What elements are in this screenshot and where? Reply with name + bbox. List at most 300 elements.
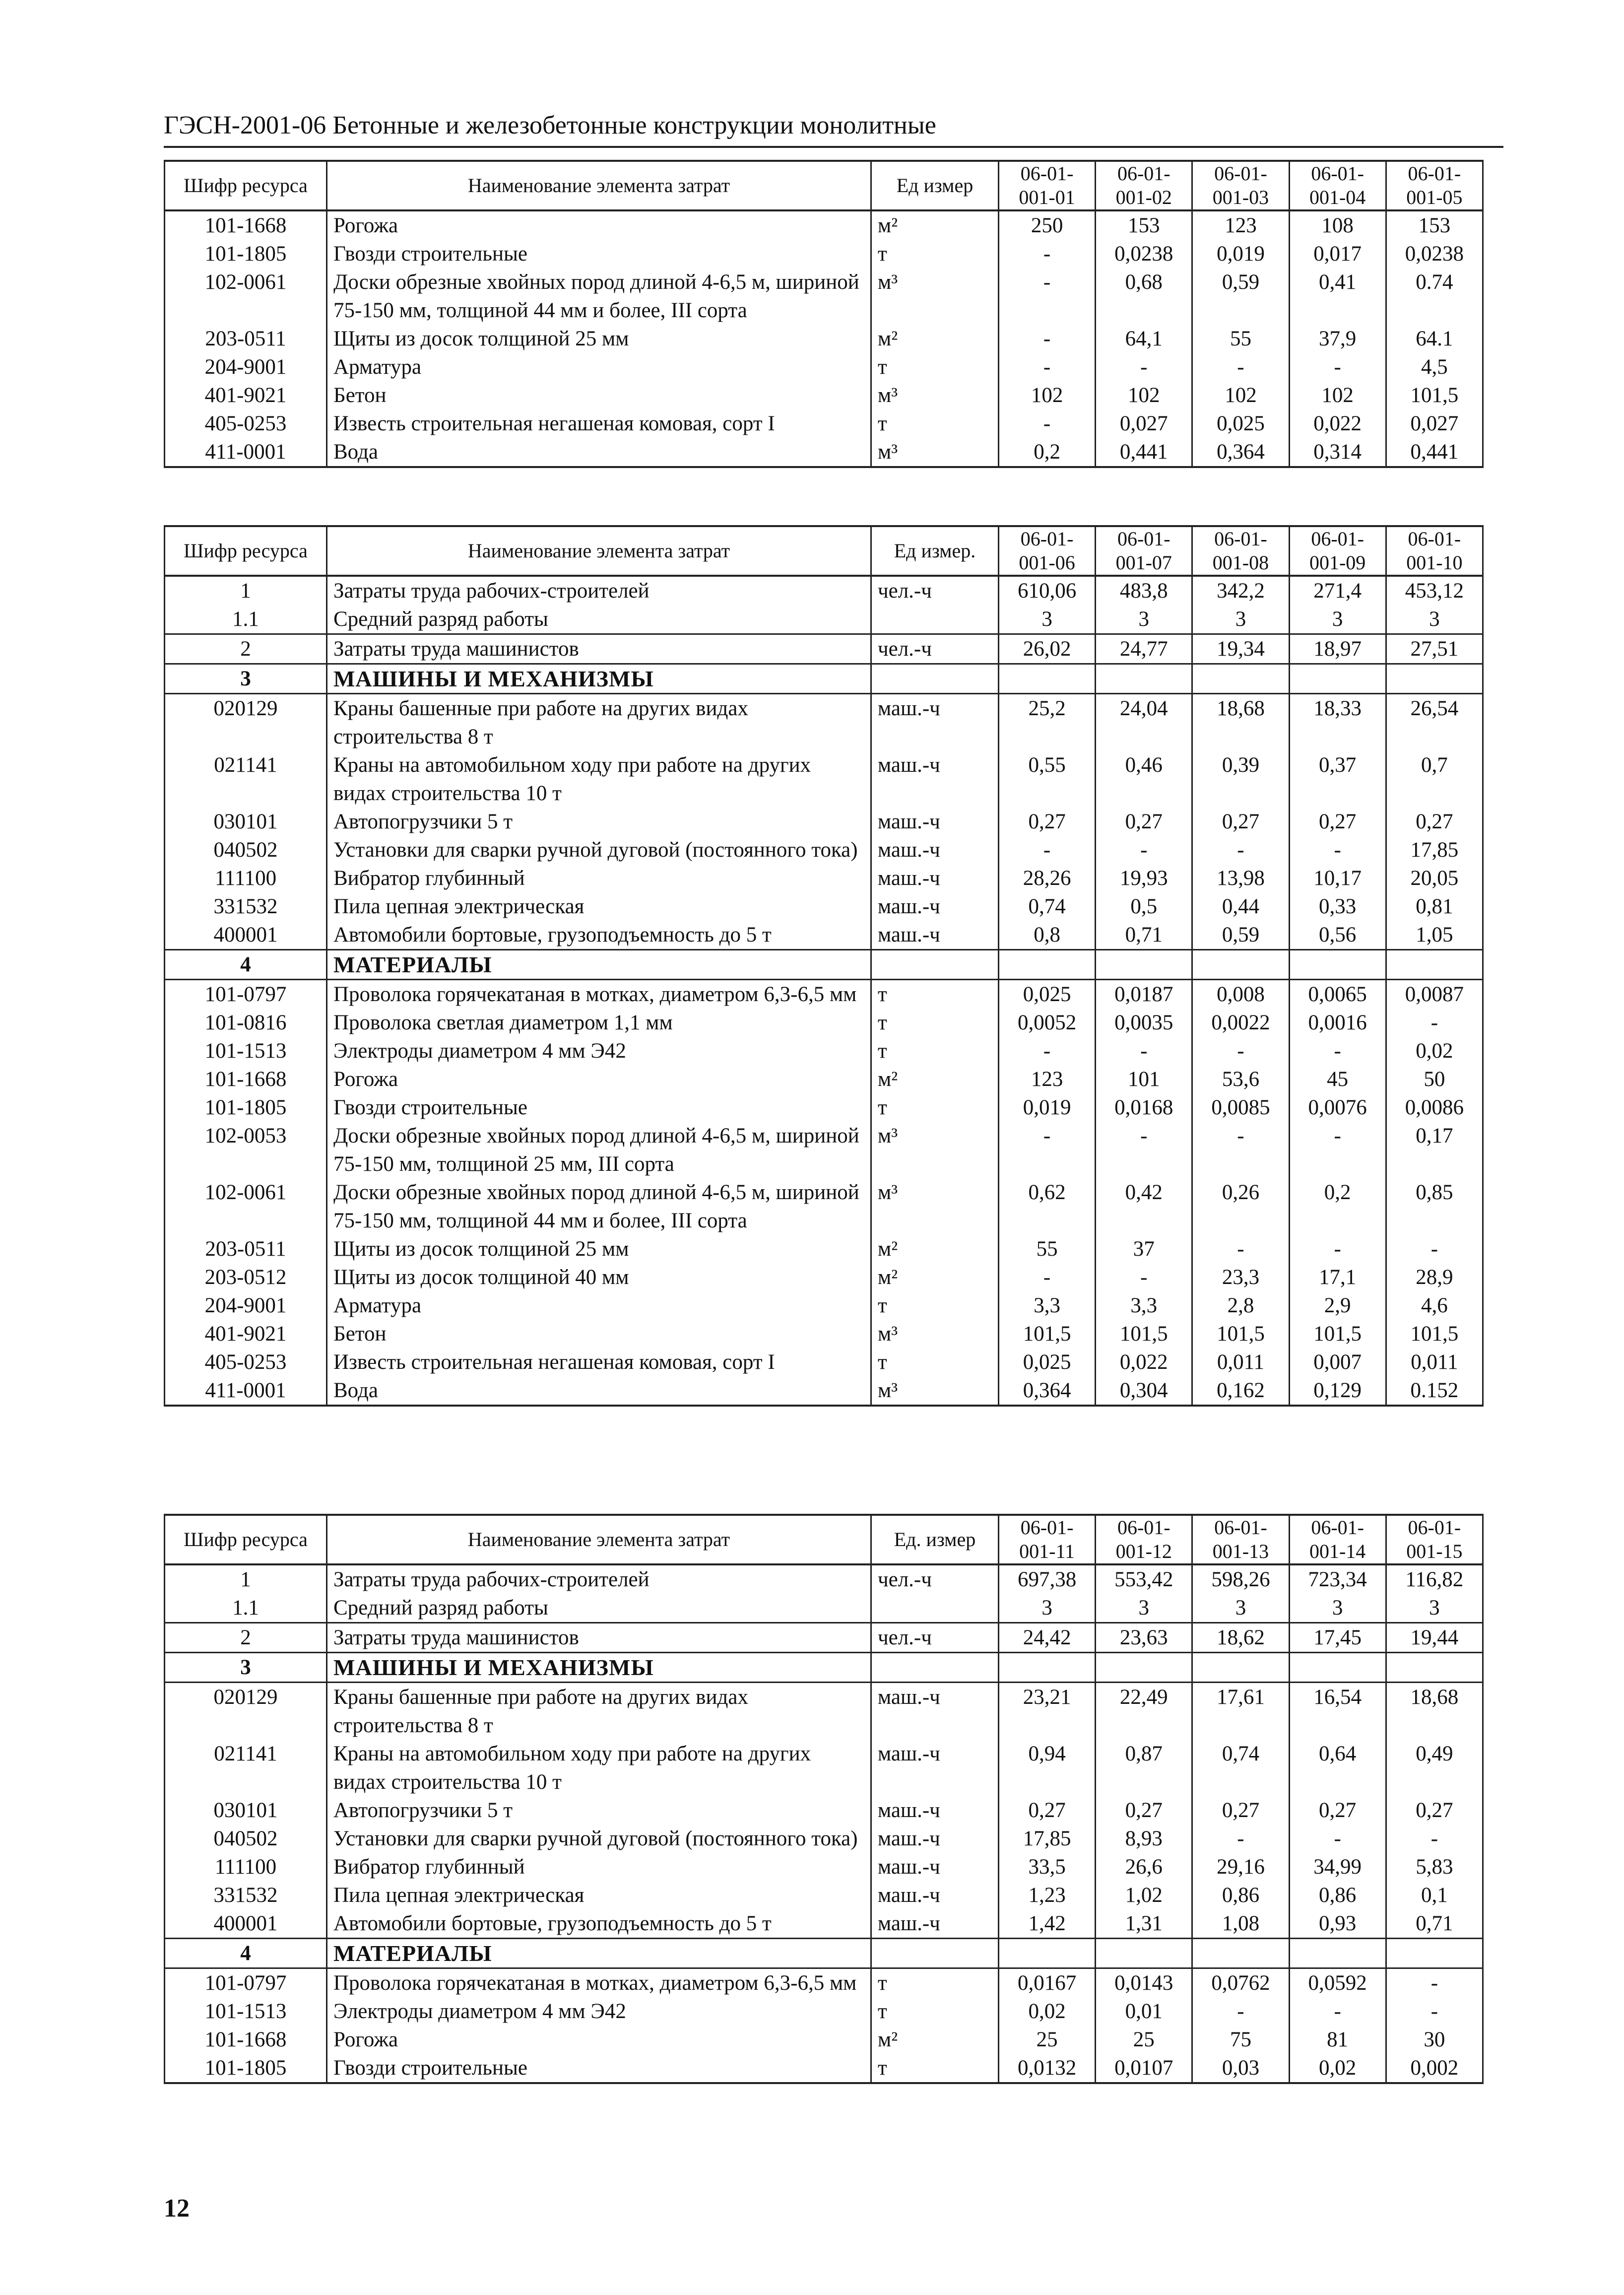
table-row [165, 694, 1483, 751]
resource-code: 030101 [165, 808, 327, 836]
resource-code: 401-9021 [165, 381, 327, 409]
value-cell [1386, 1653, 1483, 1683]
value-cell: 25,2 [999, 694, 1096, 751]
table-header-row [165, 526, 1483, 576]
value-cell: 20,05 [1386, 864, 1483, 892]
unit-cell [871, 605, 999, 634]
resource-name: Автомобили бортовые, грузоподъемность до 5 т [327, 921, 871, 950]
header-code: Шифр ресурса [165, 526, 327, 576]
value-cell: 19,44 [1386, 1623, 1483, 1653]
section-row [165, 664, 1483, 694]
table-row [165, 2025, 1483, 2054]
table-row [165, 1740, 1483, 1796]
value-cell: 0,27 [1289, 1796, 1386, 1824]
header-norm-code: 06-01-001-02 [1096, 161, 1192, 210]
resource-name: Известь строительная негашеная комовая, сорт I [327, 1348, 871, 1376]
table-row [165, 353, 1483, 381]
value-cell: 2,9 [1289, 1291, 1386, 1320]
value-cell: - [1289, 1824, 1386, 1853]
value-cell: 1,23 [999, 1881, 1096, 1909]
value-cell: 101,5 [999, 1320, 1096, 1348]
unit-cell: м³ [871, 268, 999, 325]
value-cell: 0,027 [1096, 409, 1192, 438]
resource-code: 3 [165, 664, 327, 694]
unit-cell: т [871, 1009, 999, 1037]
value-cell: 0,0076 [1289, 1093, 1386, 1122]
value-cell: 0,011 [1386, 1348, 1483, 1376]
value-cell: - [1289, 836, 1386, 864]
header-unit: Ед. измер [871, 1515, 999, 1564]
value-cell: 0,0592 [1289, 1968, 1386, 1998]
resource-code: 4 [165, 1939, 327, 1968]
resource-name: Затраты труда рабочих-строителей [327, 576, 871, 605]
value-cell: 34,99 [1289, 1853, 1386, 1881]
unit-cell: т [871, 1291, 999, 1320]
value-cell: 0,86 [1192, 1881, 1289, 1909]
resource-code: 411-0001 [165, 438, 327, 467]
value-cell: - [1192, 1824, 1289, 1853]
value-cell: 0,007 [1289, 1348, 1386, 1376]
value-cell: 0,0132 [999, 2054, 1096, 2083]
value-cell: 0,71 [1096, 921, 1192, 950]
table-row [165, 1796, 1483, 1824]
value-cell: 0,49 [1386, 1740, 1483, 1796]
resource-name: Проволока горячекатаная в мотках, диаметром 6,3-6,5 мм [327, 1968, 871, 1998]
value-cell: 0.152 [1386, 1376, 1483, 1406]
value-cell: 19,34 [1192, 634, 1289, 664]
value-cell: 5,83 [1386, 1853, 1483, 1881]
value-cell: 101,5 [1289, 1320, 1386, 1348]
resource-name: Известь строительная негашеная комовая, сорт I [327, 409, 871, 438]
value-cell: 3,3 [1096, 1291, 1192, 1320]
value-cell: 0,56 [1289, 921, 1386, 950]
unit-cell [871, 950, 999, 980]
table-row [165, 1881, 1483, 1909]
unit-cell: маш.-ч [871, 751, 999, 808]
value-cell [1192, 1939, 1289, 1968]
table-header-row [165, 1515, 1483, 1564]
value-cell: 0,03 [1192, 2054, 1289, 2083]
value-cell: 0,364 [999, 1376, 1096, 1406]
header-norm-code: 06-01-001-12 [1096, 1515, 1192, 1564]
value-cell: 0,42 [1096, 1178, 1192, 1235]
value-cell: 1,42 [999, 1909, 1096, 1939]
value-cell: - [1096, 836, 1192, 864]
value-cell: 3 [1096, 605, 1192, 634]
value-cell: - [999, 325, 1096, 353]
value-cell: 17,85 [1386, 836, 1483, 864]
value-cell: 0,2 [999, 438, 1096, 467]
unit-cell: маш.-ч [871, 1740, 999, 1796]
resource-code: 040502 [165, 836, 327, 864]
value-cell: - [1289, 1997, 1386, 2025]
unit-cell: маш.-ч [871, 921, 999, 950]
resource-table-3 [164, 1514, 1484, 2084]
unit-cell: т [871, 409, 999, 438]
value-cell: 101 [1096, 1065, 1192, 1093]
value-cell: 50 [1386, 1065, 1483, 1093]
table-row [165, 1291, 1483, 1320]
header-name: Наименование элемента затрат [327, 161, 871, 210]
value-cell: 0,27 [1386, 808, 1483, 836]
resource-name: Доски обрезные хвойных пород длиной 4-6,5 м, шириной 75-150 мм, толщиной 44 мм и более, III сорта [327, 1178, 871, 1235]
resource-name: МАТЕРИАЛЫ [327, 950, 871, 980]
resource-name: Вода [327, 438, 871, 467]
value-cell: 0,0086 [1386, 1093, 1483, 1122]
unit-cell: маш.-ч [871, 1853, 999, 1881]
value-cell: 0,025 [999, 980, 1096, 1009]
value-cell: 0,025 [999, 1348, 1096, 1376]
value-cell: - [1096, 353, 1192, 381]
unit-cell: м³ [871, 381, 999, 409]
resource-name: Гвозди строительные [327, 240, 871, 268]
value-cell: - [1096, 1263, 1192, 1291]
table-row [165, 2054, 1483, 2083]
unit-cell: м² [871, 2025, 999, 2054]
resource-code: 101-1805 [165, 2054, 327, 2083]
unit-cell: т [871, 1968, 999, 1998]
unit-cell [871, 1939, 999, 1968]
unit-cell: маш.-ч [871, 694, 999, 751]
value-cell: 0,27 [1096, 808, 1192, 836]
header-name: Наименование элемента затрат [327, 526, 871, 576]
value-cell: 0,85 [1386, 1178, 1483, 1235]
value-cell: 610,06 [999, 576, 1096, 605]
value-cell: 0,022 [1096, 1348, 1192, 1376]
resource-name: Краны на автомобильном ходу при работе на других видах строительства 10 т [327, 751, 871, 808]
value-cell: 0,41 [1289, 268, 1386, 325]
header-unit: Ед измер. [871, 526, 999, 576]
value-cell: 0,011 [1192, 1348, 1289, 1376]
resource-code: 030101 [165, 1796, 327, 1824]
value-cell: 0,1 [1386, 1881, 1483, 1909]
resource-name: Электроды диаметром 4 мм Э42 [327, 1037, 871, 1065]
resource-code: 203-0511 [165, 325, 327, 353]
value-cell: 23,21 [999, 1683, 1096, 1740]
unit-cell: м³ [871, 1178, 999, 1235]
resource-code: 1 [165, 1564, 327, 1594]
value-cell: - [1192, 353, 1289, 381]
resource-code: 204-9001 [165, 353, 327, 381]
value-cell [1096, 664, 1192, 694]
table-row [165, 1263, 1483, 1291]
value-cell: 0,0052 [999, 1009, 1096, 1037]
value-cell: - [999, 1263, 1096, 1291]
header-norm-code: 06-01-001-01 [999, 161, 1096, 210]
value-cell: 0,94 [999, 1740, 1096, 1796]
value-cell: 0,68 [1096, 268, 1192, 325]
value-cell: 3 [1192, 605, 1289, 634]
table-row [165, 409, 1483, 438]
unit-cell [871, 664, 999, 694]
value-cell: 0,304 [1096, 1376, 1192, 1406]
value-cell: 23,63 [1096, 1623, 1192, 1653]
table-row [165, 1235, 1483, 1263]
resource-code: 020129 [165, 694, 327, 751]
value-cell: 64.1 [1386, 325, 1483, 353]
value-cell: 0,5 [1096, 892, 1192, 921]
value-cell: - [999, 1037, 1096, 1065]
value-cell: 1,08 [1192, 1909, 1289, 1939]
resource-code: 1.1 [165, 1594, 327, 1623]
value-cell: - [1096, 1037, 1192, 1065]
resource-name: Средний разряд работы [327, 1594, 871, 1623]
value-cell: 153 [1386, 210, 1483, 240]
resource-code: 101-1805 [165, 240, 327, 268]
value-cell: 102 [1192, 381, 1289, 409]
value-cell [1289, 1939, 1386, 1968]
value-cell: 3 [1289, 605, 1386, 634]
resource-name: Установки для сварки ручной дуговой (постоянного тока) [327, 1824, 871, 1853]
value-cell: 0,364 [1192, 438, 1289, 467]
value-cell: 0,025 [1192, 409, 1289, 438]
value-cell: 153 [1096, 210, 1192, 240]
resource-name: МАШИНЫ И МЕХАНИЗМЫ [327, 664, 871, 694]
value-cell: 10,17 [1289, 864, 1386, 892]
value-cell: 0,27 [1192, 808, 1289, 836]
value-cell: 81 [1289, 2025, 1386, 2054]
value-cell [999, 950, 1096, 980]
value-cell: 0,314 [1289, 438, 1386, 467]
value-cell: 0,37 [1289, 751, 1386, 808]
header-norm-code: 06-01-001-04 [1289, 161, 1386, 210]
header-unit: Ед измер [871, 161, 999, 210]
value-cell: 0,441 [1096, 438, 1192, 467]
header-norm-code: 06-01-001-09 [1289, 526, 1386, 576]
value-cell: 0,02 [999, 1997, 1096, 2025]
resource-code: 331532 [165, 1881, 327, 1909]
value-cell: 3 [1096, 1594, 1192, 1623]
resource-name: Бетон [327, 1320, 871, 1348]
value-cell: 1,05 [1386, 921, 1483, 950]
unit-cell: м³ [871, 1376, 999, 1406]
value-cell: 26,02 [999, 634, 1096, 664]
header-norm-code: 06-01-001-14 [1289, 1515, 1386, 1564]
value-cell [1289, 664, 1386, 694]
value-cell: 17,1 [1289, 1263, 1386, 1291]
value-cell: 28,26 [999, 864, 1096, 892]
resource-code: 2 [165, 1623, 327, 1653]
value-cell: 0,27 [999, 1796, 1096, 1824]
value-cell: 1,02 [1096, 1881, 1192, 1909]
value-cell: 0,62 [999, 1178, 1096, 1235]
value-cell [1289, 1653, 1386, 1683]
table-row [165, 1594, 1483, 1623]
resource-name: МАШИНЫ И МЕХАНИЗМЫ [327, 1653, 871, 1683]
value-cell: 4,5 [1386, 353, 1483, 381]
value-cell: 0,17 [1386, 1122, 1483, 1178]
value-cell: 0,0168 [1096, 1093, 1192, 1122]
table-row [165, 836, 1483, 864]
value-cell: 101,5 [1386, 381, 1483, 409]
value-cell: 0,33 [1289, 892, 1386, 921]
value-cell: 3 [999, 605, 1096, 634]
value-cell: 0,02 [1289, 2054, 1386, 2083]
table-row [165, 1623, 1483, 1653]
value-cell: 0,71 [1386, 1909, 1483, 1939]
value-cell: 0,0762 [1192, 1968, 1289, 1998]
value-cell: - [999, 353, 1096, 381]
unit-cell: т [871, 353, 999, 381]
value-cell: 0,02 [1386, 1037, 1483, 1065]
value-cell: 0,0238 [1096, 240, 1192, 268]
value-cell: - [1289, 353, 1386, 381]
resource-code: 102-0053 [165, 1122, 327, 1178]
value-cell: - [1386, 1968, 1483, 1998]
value-cell: 0,019 [999, 1093, 1096, 1122]
value-cell: 271,4 [1289, 576, 1386, 605]
value-cell [1192, 664, 1289, 694]
value-cell: 17,61 [1192, 1683, 1289, 1740]
value-cell: - [1096, 1122, 1192, 1178]
resource-name: Щиты из досок толщиной 40 мм [327, 1263, 871, 1291]
header-norm-code: 06-01-001-13 [1192, 1515, 1289, 1564]
value-cell: 28,9 [1386, 1263, 1483, 1291]
unit-cell: м³ [871, 1320, 999, 1348]
table-row [165, 1037, 1483, 1065]
unit-cell: м³ [871, 438, 999, 467]
value-cell: 64,1 [1096, 325, 1192, 353]
resource-name: Арматура [327, 353, 871, 381]
value-cell: - [999, 1122, 1096, 1178]
value-cell: 55 [999, 1235, 1096, 1263]
value-cell: 18,97 [1289, 634, 1386, 664]
header-norm-code: 06-01-001-03 [1192, 161, 1289, 210]
value-cell: 0,2 [1289, 1178, 1386, 1235]
value-cell [1096, 950, 1192, 980]
table-header-row [165, 161, 1483, 210]
resource-code: 102-0061 [165, 268, 327, 325]
table-row [165, 1376, 1483, 1406]
value-cell: 0,39 [1192, 751, 1289, 808]
unit-cell [871, 1653, 999, 1683]
table-row [165, 1178, 1483, 1235]
header-norm-code: 06-01-001-11 [999, 1515, 1096, 1564]
value-cell: 0,87 [1096, 1740, 1192, 1796]
unit-cell: т [871, 1093, 999, 1122]
resource-code: 101-1513 [165, 1997, 327, 2025]
table-row [165, 210, 1483, 240]
table-row [165, 751, 1483, 808]
value-cell [1192, 1653, 1289, 1683]
value-cell: 24,77 [1096, 634, 1192, 664]
value-cell: 0,26 [1192, 1178, 1289, 1235]
table-row [165, 1320, 1483, 1348]
unit-cell: маш.-ч [871, 892, 999, 921]
value-cell: 16,54 [1289, 1683, 1386, 1740]
value-cell: 17,85 [999, 1824, 1096, 1853]
resource-code: 101-0797 [165, 1968, 327, 1998]
resource-name: Рогожа [327, 1065, 871, 1093]
value-cell: 0,162 [1192, 1376, 1289, 1406]
value-cell: - [1386, 1997, 1483, 2025]
value-cell [1386, 664, 1483, 694]
resource-code: 1.1 [165, 605, 327, 634]
value-cell: 0,0167 [999, 1968, 1096, 1998]
value-cell: 0,27 [999, 808, 1096, 836]
resource-name: Бетон [327, 381, 871, 409]
resource-name: Вибратор глубинный [327, 864, 871, 892]
value-cell: 1,31 [1096, 1909, 1192, 1939]
unit-cell: маш.-ч [871, 1796, 999, 1824]
value-cell: 598,26 [1192, 1564, 1289, 1594]
table-row [165, 1564, 1483, 1594]
value-cell: 723,34 [1289, 1564, 1386, 1594]
resource-name: Рогожа [327, 2025, 871, 2054]
value-cell: 0,0035 [1096, 1009, 1192, 1037]
unit-cell: т [871, 1037, 999, 1065]
value-cell: 0,0087 [1386, 980, 1483, 1009]
value-cell [999, 664, 1096, 694]
resource-code: 3 [165, 1653, 327, 1683]
value-cell: 0,8 [999, 921, 1096, 950]
value-cell [1386, 950, 1483, 980]
value-cell: 18,68 [1192, 694, 1289, 751]
header-code: Шифр ресурса [165, 161, 327, 210]
unit-cell: маш.-ч [871, 1824, 999, 1853]
table-row [165, 438, 1483, 467]
value-cell: 0,027 [1386, 409, 1483, 438]
page-header: ГЭСН-2001-06 Бетонные и железобетонные конструкции монолитные [164, 110, 1503, 148]
resource-code: 401-9021 [165, 1320, 327, 1348]
resource-code: 111100 [165, 1853, 327, 1881]
value-cell: 0,74 [999, 892, 1096, 921]
resource-name: Автопогрузчики 5 т [327, 808, 871, 836]
value-cell: 0,81 [1386, 892, 1483, 921]
resource-name: Краны башенные при работе на других видах строительства 8 т [327, 1683, 871, 1740]
table-row [165, 921, 1483, 950]
value-cell: 0,0022 [1192, 1009, 1289, 1037]
value-cell: 27,51 [1386, 634, 1483, 664]
table-row [165, 1997, 1483, 2025]
value-cell: - [1289, 1037, 1386, 1065]
value-cell: 102 [1289, 381, 1386, 409]
unit-cell: т [871, 240, 999, 268]
value-cell: 0,0065 [1289, 980, 1386, 1009]
value-cell: 75 [1192, 2025, 1289, 2054]
resource-code: 102-0061 [165, 1178, 327, 1235]
value-cell: 2,8 [1192, 1291, 1289, 1320]
unit-cell: маш.-ч [871, 836, 999, 864]
table-row [165, 1065, 1483, 1093]
unit-cell: т [871, 2054, 999, 2083]
value-cell: 26,54 [1386, 694, 1483, 751]
resource-name: Затраты труда машинистов [327, 1623, 871, 1653]
table-row [165, 268, 1483, 325]
unit-cell: чел.-ч [871, 576, 999, 605]
resource-code: 020129 [165, 1683, 327, 1740]
value-cell [999, 1653, 1096, 1683]
resource-name: Рогожа [327, 210, 871, 240]
value-cell: - [1192, 1037, 1289, 1065]
value-cell: 8,93 [1096, 1824, 1192, 1853]
table-row [165, 240, 1483, 268]
value-cell: 4,6 [1386, 1291, 1483, 1320]
value-cell: 0,44 [1192, 892, 1289, 921]
value-cell [1289, 950, 1386, 980]
value-cell: 0.74 [1386, 268, 1483, 325]
unit-cell: маш.-ч [871, 1909, 999, 1939]
resource-name: Автопогрузчики 5 т [327, 1796, 871, 1824]
resource-code: 111100 [165, 864, 327, 892]
resource-name: Краны на автомобильном ходу при работе на других видах строительства 10 т [327, 1740, 871, 1796]
value-cell: 26,6 [1096, 1853, 1192, 1881]
table-row [165, 1853, 1483, 1881]
value-cell: 0,0016 [1289, 1009, 1386, 1037]
value-cell: - [1192, 1997, 1289, 2025]
value-cell: 101,5 [1192, 1320, 1289, 1348]
resource-code: 101-0816 [165, 1009, 327, 1037]
